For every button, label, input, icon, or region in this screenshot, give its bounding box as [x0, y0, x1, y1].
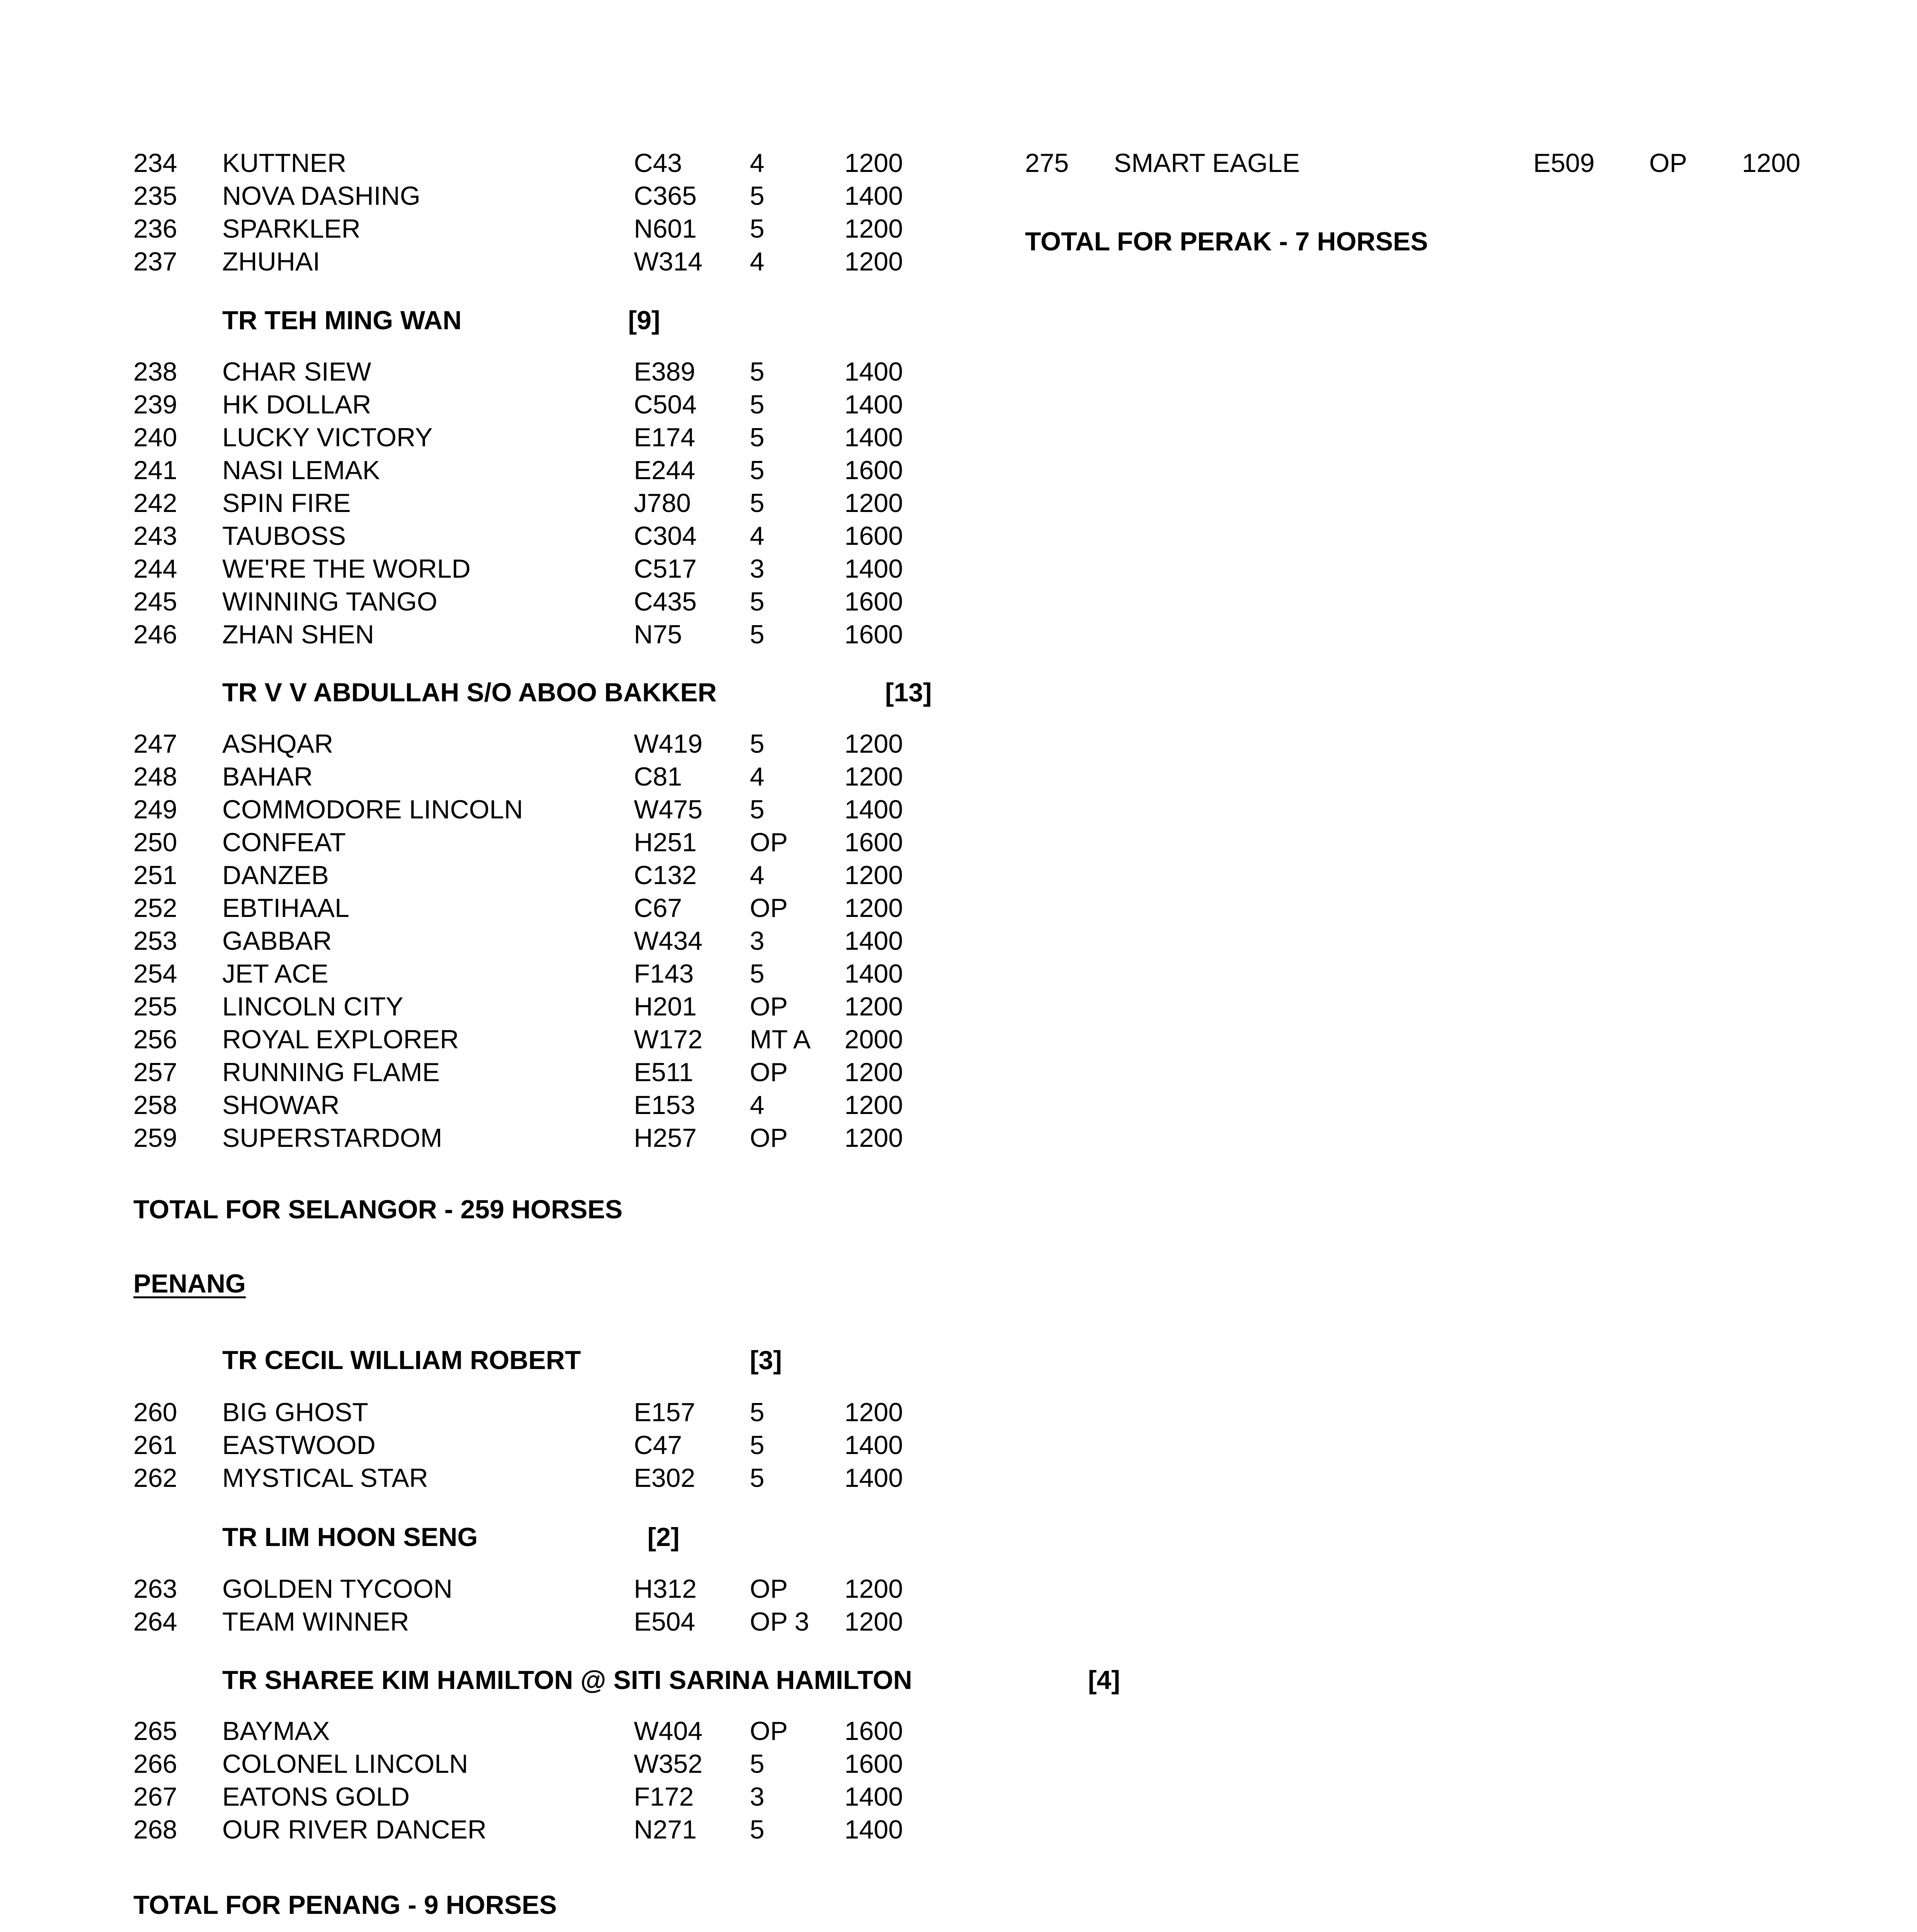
entry-number: 239	[133, 390, 177, 419]
entry-number: 256	[133, 1025, 177, 1054]
horse-code: F143	[634, 959, 694, 988]
race-distance: 1200	[844, 488, 903, 518]
entry-number: 265	[133, 1716, 177, 1746]
race-class: OP	[750, 992, 788, 1021]
entry-number: 254	[133, 959, 177, 988]
horse-name: WINNING TANGO	[222, 587, 438, 616]
entry-number: 253	[133, 926, 177, 956]
race-class: MT A	[750, 1025, 811, 1054]
race-distance: 1400	[844, 1430, 903, 1460]
entry-number: 263	[133, 1574, 177, 1604]
total-perak: TOTAL FOR PERAK - 7 HORSES	[1025, 227, 1428, 256]
race-class: 4	[750, 762, 764, 791]
entry-number: 257	[133, 1058, 177, 1087]
entry-number: 235	[133, 181, 177, 211]
race-distance: 1200	[844, 762, 903, 791]
trainer-name: TR CECIL WILLIAM ROBERT	[222, 1345, 581, 1375]
race-distance: 1400	[844, 795, 903, 824]
horse-name: GOLDEN TYCOON	[222, 1574, 453, 1604]
race-class: 4	[750, 861, 764, 890]
horse-name: EATONS GOLD	[222, 1782, 410, 1811]
race-distance: 1200	[844, 247, 903, 276]
race-class: 5	[750, 390, 764, 419]
race-class: 5	[750, 181, 764, 211]
horse-name: RUNNING FLAME	[222, 1058, 440, 1087]
horse-code: C504	[634, 390, 697, 419]
horse-name: BIG GHOST	[222, 1398, 368, 1427]
race-class: 5	[750, 1749, 764, 1779]
race-distance: 1200	[844, 1574, 903, 1604]
horse-code: W434	[634, 926, 703, 956]
race-class: 5	[750, 456, 764, 485]
race-class: 3	[750, 554, 764, 583]
race-distance: 1400	[844, 1782, 903, 1811]
horse-name: MYSTICAL STAR	[222, 1463, 428, 1493]
horse-code: W172	[634, 1025, 703, 1054]
race-class: 5	[750, 1463, 764, 1493]
race-distance: 1600	[844, 1716, 903, 1746]
entry-number: 252	[133, 893, 177, 923]
race-distance: 1600	[844, 456, 903, 485]
race-class: 5	[750, 214, 764, 243]
entry-number: 240	[133, 423, 177, 452]
race-class: 4	[750, 148, 764, 178]
race-class: 5	[750, 959, 764, 988]
horse-code: C67	[634, 893, 682, 923]
horse-code: E389	[634, 357, 695, 386]
entry-number: 250	[133, 828, 177, 857]
horse-code: N601	[634, 214, 697, 243]
race-class: 5	[750, 1398, 764, 1427]
horse-code: E157	[634, 1398, 695, 1427]
horse-code: C365	[634, 181, 697, 211]
race-class: 5	[750, 423, 764, 452]
horse-code: E153	[634, 1090, 695, 1120]
race-class: 4	[750, 521, 764, 551]
horse-code: H201	[634, 992, 697, 1021]
horse-name: SPARKLER	[222, 214, 361, 243]
horse-code: F172	[634, 1782, 694, 1811]
horse-name: WE'RE THE WORLD	[222, 554, 471, 583]
race-distance: 1200	[844, 729, 903, 759]
horse-name: BAYMAX	[222, 1716, 330, 1746]
race-distance: 1400	[844, 554, 903, 583]
horse-code: C517	[634, 554, 697, 583]
race-distance: 1200	[844, 861, 903, 890]
race-class: 4	[750, 247, 764, 276]
horse-code: C47	[634, 1430, 682, 1460]
race-class: 5	[750, 729, 764, 759]
entry-number: 255	[133, 992, 177, 1021]
entry-number: 238	[133, 357, 177, 386]
race-distance: 1200	[844, 148, 903, 178]
horse-code: W404	[634, 1716, 703, 1746]
horse-code: E511	[634, 1058, 693, 1087]
trainer-name: TR LIM HOON SENG	[222, 1522, 478, 1552]
horse-code: C132	[634, 861, 697, 890]
horse-code: C81	[634, 762, 682, 791]
horse-name: HK DOLLAR	[222, 390, 371, 419]
horse-name: EASTWOOD	[222, 1430, 376, 1460]
race-class: OP	[1649, 148, 1687, 178]
trainer-name: TR TEH MING WAN	[222, 306, 462, 335]
race-distance: 1200	[1742, 148, 1801, 178]
race-distance: 1400	[844, 959, 903, 988]
entry-number: 245	[133, 587, 177, 616]
entry-number: 236	[133, 214, 177, 243]
entry-number: 275	[1025, 148, 1069, 178]
horse-name: JET ACE	[222, 959, 329, 988]
entry-number: 264	[133, 1607, 177, 1636]
race-class: 4	[750, 1090, 764, 1120]
race-distance: 1600	[844, 521, 903, 551]
race-class: 3	[750, 1782, 764, 1811]
horse-code: H312	[634, 1574, 697, 1604]
race-class: 3	[750, 926, 764, 956]
trainer-horse-count: [13]	[885, 678, 932, 707]
entry-number: 258	[133, 1090, 177, 1120]
horse-name: ZHAN SHEN	[222, 620, 374, 649]
entry-number: 267	[133, 1782, 177, 1811]
race-distance: 2000	[844, 1025, 903, 1054]
entry-number: 266	[133, 1749, 177, 1779]
horse-code: C304	[634, 521, 697, 551]
race-distance: 1200	[844, 214, 903, 243]
horse-name: SUPERSTARDOM	[222, 1123, 443, 1153]
entry-number: 242	[133, 488, 177, 518]
entry-number: 244	[133, 554, 177, 583]
entry-number: 248	[133, 762, 177, 791]
horse-code: E174	[634, 423, 695, 452]
horse-name: COMMODORE LINCOLN	[222, 795, 523, 824]
race-distance: 1400	[844, 423, 903, 452]
race-distance: 1600	[844, 620, 903, 649]
horse-name: BAHAR	[222, 762, 313, 791]
horse-code: H251	[634, 828, 697, 857]
horse-code: W352	[634, 1749, 703, 1779]
trainer-horse-count: [3]	[750, 1345, 782, 1375]
entry-number: 246	[133, 620, 177, 649]
horse-name: NOVA DASHING	[222, 181, 421, 211]
entry-number: 261	[133, 1430, 177, 1460]
horse-name: KUTTNER	[222, 148, 347, 178]
horse-name: EBTIHAAL	[222, 893, 349, 923]
race-distance: 1200	[844, 1123, 903, 1153]
horse-name: TAUBOSS	[222, 521, 346, 551]
entry-number: 237	[133, 247, 177, 276]
horse-name: COLONEL LINCOLN	[222, 1749, 468, 1779]
race-distance: 1200	[844, 1607, 903, 1636]
total-penang: TOTAL FOR PENANG - 9 HORSES	[133, 1890, 557, 1920]
race-class: 5	[750, 587, 764, 616]
horse-name: ROYAL EXPLORER	[222, 1025, 459, 1054]
horse-code: C435	[634, 587, 697, 616]
horse-name: CHAR SIEW	[222, 357, 371, 386]
entry-number: 234	[133, 148, 177, 178]
entry-number: 251	[133, 861, 177, 890]
entry-number: 247	[133, 729, 177, 759]
trainer-name: TR V V ABDULLAH S/O ABOO BAKKER	[222, 678, 717, 707]
race-class: 5	[750, 1815, 764, 1844]
horse-name: TEAM WINNER	[222, 1607, 409, 1636]
race-class: 5	[750, 620, 764, 649]
race-class: OP 3	[750, 1607, 809, 1636]
horse-name: ZHUHAI	[222, 247, 320, 276]
race-distance: 1400	[844, 926, 903, 956]
horse-name: DANZEB	[222, 861, 329, 890]
horse-code: W475	[634, 795, 703, 824]
race-distance: 1200	[844, 1090, 903, 1120]
horse-code: W314	[634, 247, 703, 276]
race-class: OP	[750, 828, 788, 857]
race-distance: 1200	[844, 1058, 903, 1087]
horse-name: GABBAR	[222, 926, 332, 956]
horse-name: ASHQAR	[222, 729, 334, 759]
race-class: OP	[750, 893, 788, 923]
race-class: 5	[750, 357, 764, 386]
horse-name: SHOWAR	[222, 1090, 340, 1120]
horse-name: SMART EAGLE	[1114, 148, 1300, 178]
horse-name: LINCOLN CITY	[222, 992, 403, 1021]
race-distance: 1400	[844, 1463, 903, 1493]
entry-number: 268	[133, 1815, 177, 1844]
trainer-name: TR SHAREE KIM HAMILTON @ SITI SARINA HAMILTON	[222, 1665, 913, 1695]
entry-number: 259	[133, 1123, 177, 1153]
race-distance: 1400	[844, 390, 903, 419]
race-distance: 1200	[844, 1398, 903, 1427]
race-distance: 1400	[844, 1815, 903, 1844]
horse-code: N75	[634, 620, 682, 649]
race-distance: 1600	[844, 1749, 903, 1779]
race-class: 5	[750, 488, 764, 518]
trainer-horse-count: [2]	[647, 1522, 680, 1552]
race-distance: 1200	[844, 992, 903, 1021]
race-distance: 1600	[844, 828, 903, 857]
race-distance: 1200	[844, 893, 903, 923]
race-class: OP	[750, 1058, 788, 1087]
race-class: OP	[750, 1123, 788, 1153]
race-class: 5	[750, 795, 764, 824]
horse-code: J780	[634, 488, 691, 518]
entry-number: 249	[133, 795, 177, 824]
total-selangor: TOTAL FOR SELANGOR - 259 HORSES	[133, 1195, 623, 1224]
horse-name: OUR RIVER DANCER	[222, 1815, 487, 1844]
race-distance: 1600	[844, 587, 903, 616]
region-penang: PENANG	[133, 1269, 246, 1298]
horse-code: W419	[634, 729, 703, 759]
horse-name: CONFEAT	[222, 828, 346, 857]
entry-number: 243	[133, 521, 177, 551]
race-distance: 1400	[844, 181, 903, 211]
horse-name: LUCKY VICTORY	[222, 423, 433, 452]
horse-code: H257	[634, 1123, 697, 1153]
horse-code: C43	[634, 148, 682, 178]
horse-name: SPIN FIRE	[222, 488, 351, 518]
horse-code: N271	[634, 1815, 697, 1844]
horse-code: E302	[634, 1463, 695, 1493]
race-class: OP	[750, 1716, 788, 1746]
entry-number: 262	[133, 1463, 177, 1493]
race-distance: 1400	[844, 357, 903, 386]
trainer-horse-count: [9]	[628, 306, 661, 335]
race-class: OP	[750, 1574, 788, 1604]
entry-number: 241	[133, 456, 177, 485]
horse-name: NASI LEMAK	[222, 456, 380, 485]
horse-code: E504	[634, 1607, 695, 1636]
entry-number: 260	[133, 1398, 177, 1427]
horse-code: E509	[1533, 148, 1595, 178]
race-class: 5	[750, 1430, 764, 1460]
trainer-horse-count: [4]	[1088, 1665, 1120, 1695]
horse-code: E244	[634, 456, 695, 485]
